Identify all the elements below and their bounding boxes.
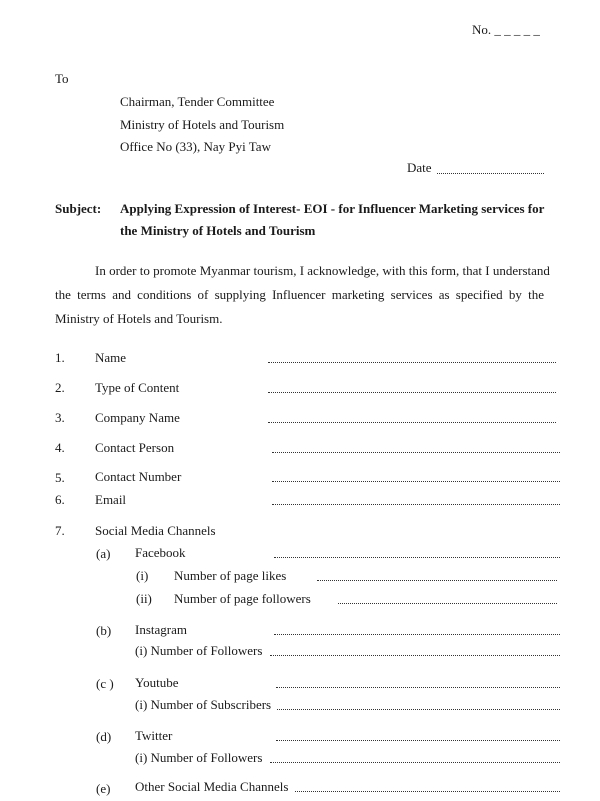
field-label-company-name: Company Name bbox=[95, 410, 180, 425]
youtube-field[interactable] bbox=[276, 687, 560, 688]
instagram-followers-field[interactable] bbox=[270, 655, 560, 656]
company-name-field[interactable] bbox=[268, 422, 556, 423]
twitter-field[interactable] bbox=[276, 740, 560, 741]
type-of-content-field[interactable] bbox=[268, 392, 556, 393]
address-line-1: Chairman, Tender Committee bbox=[120, 94, 275, 109]
twitter-label: Twitter bbox=[135, 728, 173, 743]
date-field[interactable] bbox=[437, 173, 544, 174]
facebook-sub-ii: (ii) bbox=[136, 591, 152, 606]
email-field[interactable] bbox=[272, 504, 560, 505]
address-to: To bbox=[55, 71, 69, 86]
youtube-subscribers-label: (i) Number of Subscribers bbox=[135, 697, 272, 712]
social-letter-b: (b) bbox=[96, 623, 112, 638]
twitter-followers-label: (i) Number of Followers bbox=[135, 750, 263, 765]
address-line-3: Office No (33), Nay Pyi Taw bbox=[120, 139, 271, 154]
intro-line-1: In order to promote Myanmar tourism, I acknowledge, with this form, that I understand bbox=[95, 263, 550, 278]
contact-person-field[interactable] bbox=[272, 452, 560, 453]
address-line-2: Ministry of Hotels and Tourism bbox=[120, 117, 285, 132]
facebook-page-followers-label: Number of page followers bbox=[174, 591, 311, 606]
subject-line-2: the Ministry of Hotels and Tourism bbox=[120, 223, 316, 238]
form-number-label: No. _ _ _ _ _ bbox=[472, 22, 540, 37]
youtube-label: Youtube bbox=[135, 675, 179, 690]
subject-line-1: Applying Expression of Interest- EOI - for Influencer Marketing services for bbox=[120, 201, 545, 216]
facebook-page-likes-label: Number of page likes bbox=[174, 568, 287, 583]
social-letter-d: (d) bbox=[96, 729, 112, 744]
field-label-contact-number: Contact Number bbox=[95, 469, 182, 484]
twitter-followers-field[interactable] bbox=[270, 762, 560, 763]
name-field[interactable] bbox=[268, 362, 556, 363]
field-num-4: 4. bbox=[55, 440, 65, 455]
facebook-page-followers-field[interactable] bbox=[338, 603, 557, 604]
field-num-7: 7. bbox=[55, 523, 65, 538]
field-label-contact-person: Contact Person bbox=[95, 440, 175, 455]
field-label-social-media-channels: Social Media Channels bbox=[95, 523, 216, 538]
facebook-label: Facebook bbox=[135, 545, 186, 560]
subject-label: Subject: bbox=[55, 201, 102, 216]
field-num-6: 6. bbox=[55, 492, 65, 507]
social-letter-c: (c ) bbox=[96, 676, 114, 691]
facebook-page-likes-field[interactable] bbox=[317, 580, 557, 581]
intro-line-2: the terms and conditions of supplying Influencer marketing services as specified by the bbox=[55, 287, 544, 302]
contact-number-field[interactable] bbox=[272, 481, 560, 482]
field-num-2: 2. bbox=[55, 380, 65, 395]
field-num-5: 5. bbox=[55, 470, 65, 485]
facebook-sub-i: (i) bbox=[136, 568, 149, 583]
date-label: Date bbox=[407, 160, 432, 175]
facebook-field[interactable] bbox=[274, 557, 560, 558]
intro-line-3: Ministry of Hotels and Tourism. bbox=[55, 311, 223, 326]
social-letter-e: (e) bbox=[96, 781, 111, 796]
other-social-media-label: Other Social Media Channels bbox=[135, 779, 289, 794]
youtube-subscribers-field[interactable] bbox=[277, 709, 560, 710]
field-num-3: 3. bbox=[55, 410, 65, 425]
instagram-label: Instagram bbox=[135, 622, 187, 637]
instagram-followers-label: (i) Number of Followers bbox=[135, 643, 263, 658]
field-label-email: Email bbox=[95, 492, 127, 507]
field-label-name: Name bbox=[95, 350, 127, 365]
other-social-media-field[interactable] bbox=[295, 791, 560, 792]
instagram-field[interactable] bbox=[274, 634, 560, 635]
field-label-type-of-content: Type of Content bbox=[95, 380, 180, 395]
field-num-1: 1. bbox=[55, 350, 65, 365]
social-letter-a: (a) bbox=[96, 546, 111, 561]
